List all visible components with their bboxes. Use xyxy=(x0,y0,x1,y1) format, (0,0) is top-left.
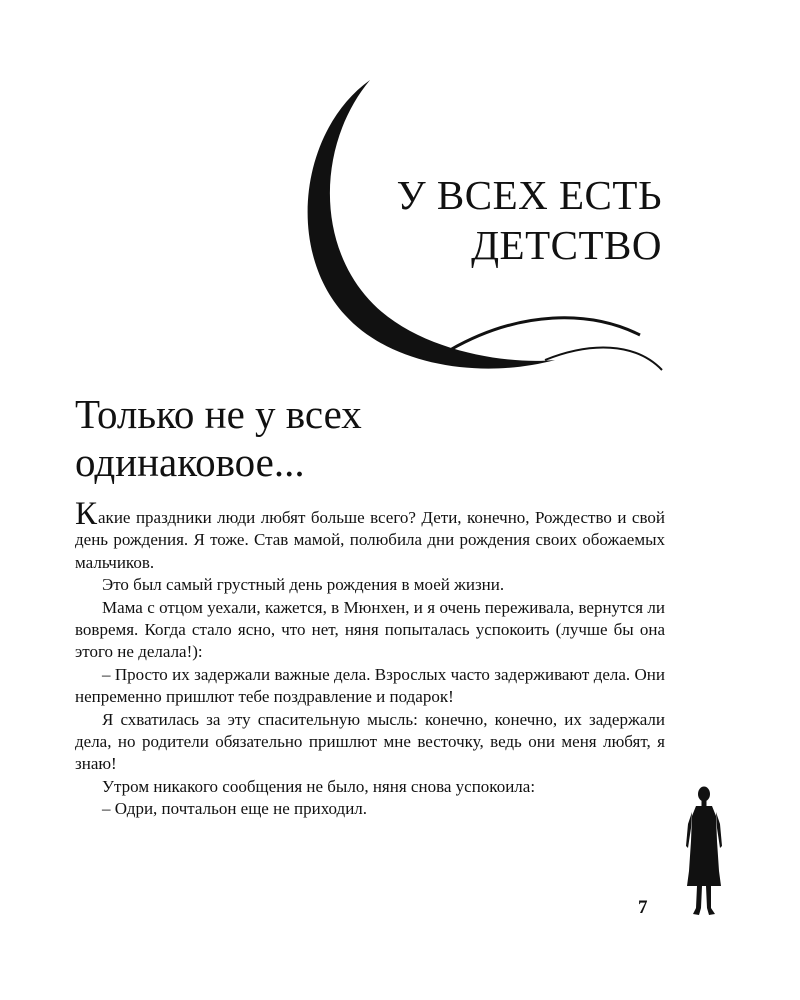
section-heading xyxy=(75,390,595,486)
body-text xyxy=(75,496,665,821)
paragraph-6: Утром никакого сообщения не было, няня снова успокоила: xyxy=(102,776,536,796)
section-heading-line-2: одинаковое... xyxy=(75,439,305,485)
paragraph-5: Я схватилась за эту спасительную мысль: конечно, конечно, их задержали дела, но родители обязательно пришлют мне весточку, ведь они меня любят, я знаю! xyxy=(75,709,665,774)
page-number: 7 xyxy=(638,897,648,918)
paragraph-2: Это был самый грустный день рождения в моей жизни. xyxy=(102,575,505,595)
paragraph-3: Мама с отцом уехали, кажется, в Мюнхен, и я очень переживала, вернутся ли вовремя. Когда стало ясно, что нет, няня попыталась успокоить (лучше бы она этого не делала!): xyxy=(75,597,665,662)
chapter-title xyxy=(330,170,662,270)
drop-cap: К xyxy=(75,496,98,532)
chapter-title-line-1: У ВСЕХ ЕСТЬ xyxy=(396,172,662,218)
woman-silhouette-icon xyxy=(683,786,725,918)
paragraph-7: – Одри, почтальон еще не приходил. xyxy=(102,799,368,819)
section-heading-line-1: Только не у всех xyxy=(75,391,362,437)
paragraph-1-text: акие праздники люди любят больше всего? Дети, конечно, Рождество и свой день рождения. Я тоже. Став мамой, полюбила дни рождения своих обожаемых мальчиков. xyxy=(75,508,665,572)
paragraph-1 xyxy=(75,496,665,574)
paragraph-4: – Просто их задержали важные дела. Взрослых часто задерживают дела. Они непременно пришлют тебе поздравление и подарок! xyxy=(75,664,665,707)
chapter-title-line-2: ДЕТСТВО xyxy=(471,222,662,268)
